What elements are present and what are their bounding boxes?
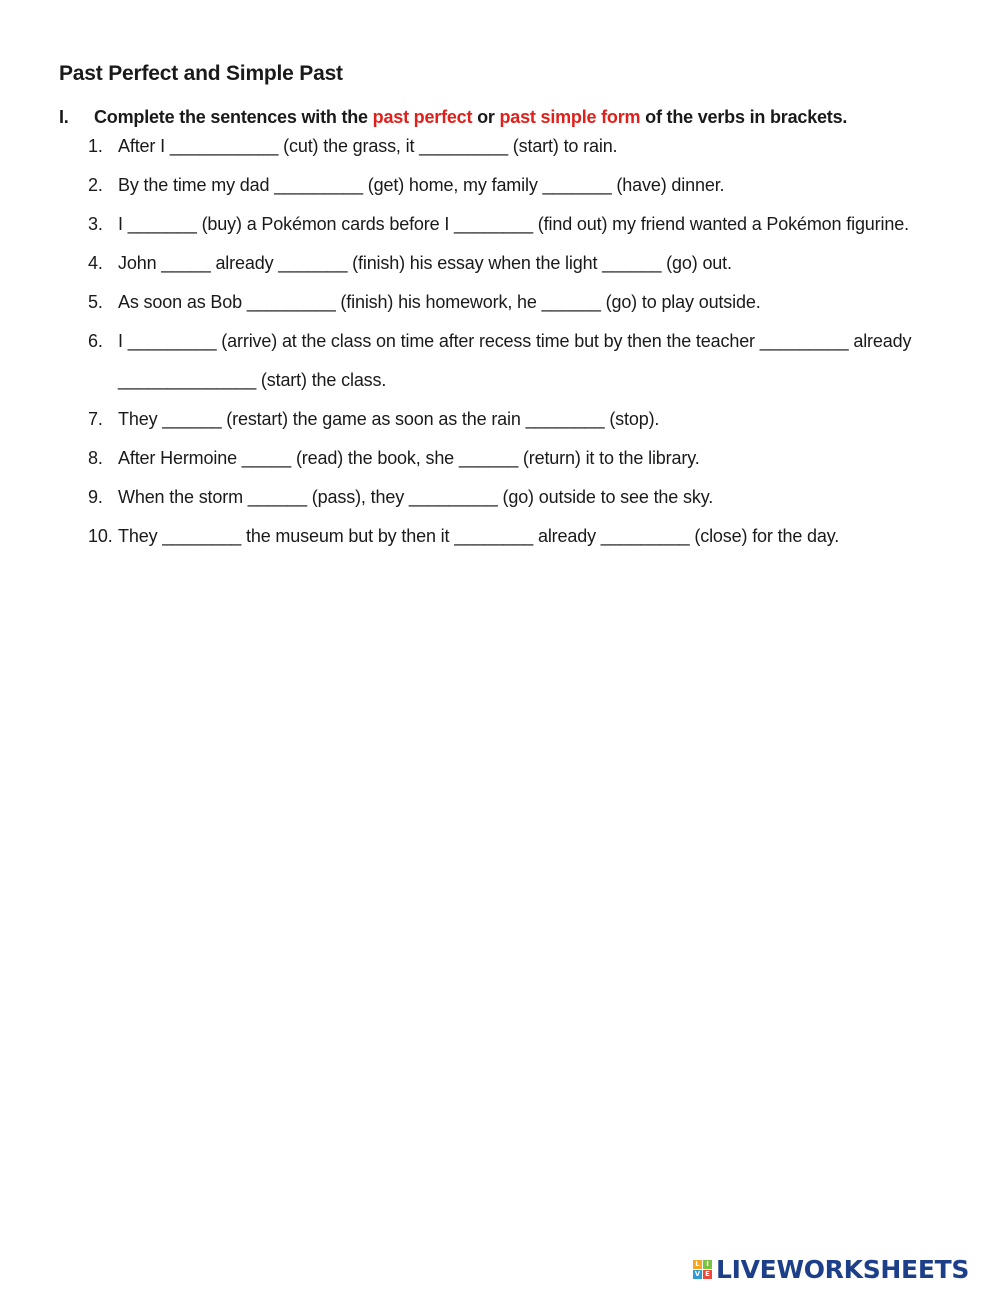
list-item: [88, 448, 700, 469]
item-text: They ________ the museum but by then it ________ already _________ (close) for the day.: [118, 526, 840, 546]
item-text: I _______ (buy) a Pokémon cards before I ________ (find out) my friend wanted a Pokémon figurine.: [118, 214, 909, 234]
exercise-list: [0, 0, 1000, 600]
item-text: After Hermoine _____ (read) the book, she ______ (return) it to the library.: [118, 448, 700, 468]
item-number: 4.: [88, 253, 103, 273]
item-number: 8.: [88, 448, 103, 468]
logo-mark-e: E: [703, 1270, 712, 1279]
instruction-highlight-past-perfect: past perfect: [372, 107, 473, 127]
item-text: They ______ (restart) the game as soon as the rain ________ (stop).: [118, 409, 660, 429]
list-item: [88, 409, 659, 430]
logo-mark-i: I: [703, 1260, 712, 1269]
list-item: [88, 292, 761, 313]
logo-mark-icon: [693, 1260, 712, 1279]
item-number: 5.: [88, 292, 103, 312]
item-text: John _____ already _______ (finish) his essay when the light ______ (go) out.: [118, 253, 732, 273]
item-text: When the storm ______ (pass), they _________ (go) outside to see the sky.: [118, 487, 714, 507]
list-item: [88, 487, 713, 508]
instruction-text-1: Complete the sentences with the: [94, 107, 373, 127]
page-title: Past Perfect and Simple Past: [59, 62, 343, 85]
list-item: [88, 526, 839, 547]
list-item-continuation: ______________ (start) the class.: [118, 370, 387, 390]
instruction-highlight-past-simple: past simple form: [499, 107, 641, 127]
item-text: By the time my dad _________ (get) home, my family _______ (have) dinner.: [118, 175, 725, 195]
instruction-text-2: or: [472, 107, 500, 127]
item-number: 3.: [88, 214, 103, 234]
item-text: As soon as Bob _________ (finish) his homework, he ______ (go) to play outside.: [118, 292, 761, 312]
instruction-numeral: I.: [59, 107, 69, 127]
list-item: [88, 253, 732, 274]
logo-mark-v: V: [694, 1269, 701, 1278]
item-text: After I ___________ (cut) the grass, it _________ (start) to rain.: [118, 136, 618, 156]
liveworksheets-logo: [693, 1254, 969, 1284]
item-text: I _________ (arrive) at the class on time after recess time but by then the teacher _________ already: [118, 331, 912, 351]
list-item: [88, 331, 911, 352]
logo-mark-l: L: [693, 1260, 702, 1269]
instruction-text-3: of the verbs in brackets.: [640, 107, 848, 127]
list-item: [88, 214, 909, 235]
item-number: 10.: [88, 526, 113, 546]
list-item: [88, 175, 724, 196]
item-number: 7.: [88, 409, 103, 429]
item-number: 9.: [88, 487, 103, 507]
item-number: 2.: [88, 175, 103, 195]
item-number: 1.: [88, 136, 103, 156]
item-number: 6.: [88, 331, 103, 351]
logo-text: LIVEWORKSHEETS: [716, 1254, 970, 1284]
list-item: [88, 136, 617, 157]
